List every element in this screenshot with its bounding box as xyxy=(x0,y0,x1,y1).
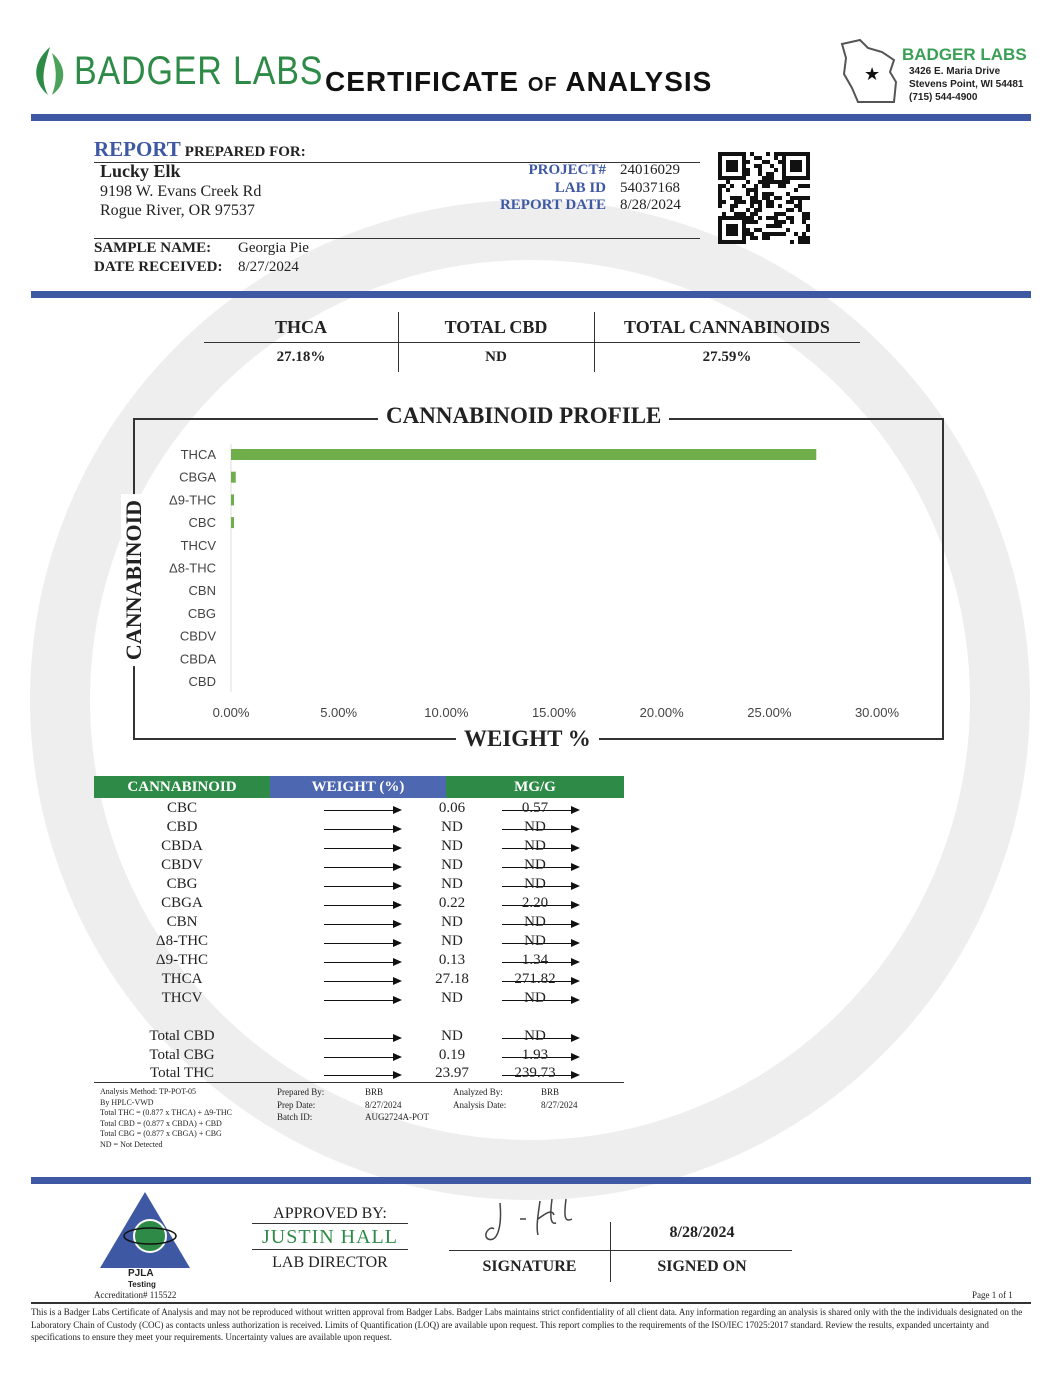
weight-value: 0.13 xyxy=(438,952,466,968)
arrow-icon xyxy=(324,1075,400,1076)
category-label: CBN xyxy=(188,583,216,599)
category-label: CBC xyxy=(188,515,216,531)
header-weight: WEIGHT (%) xyxy=(270,776,446,798)
table-row xyxy=(94,838,624,857)
cannabinoid-name: Δ8-THC xyxy=(155,933,209,949)
prep-date: 8/27/2024 xyxy=(365,1099,402,1110)
header-mgg: MG/G xyxy=(446,776,624,798)
mgg-value: 239.73 xyxy=(514,1065,556,1081)
divider xyxy=(31,114,1031,121)
x-tick-label: 0.00% xyxy=(212,705,250,720)
weight-value: 23.97 xyxy=(435,1065,469,1081)
arrow-icon xyxy=(324,962,400,963)
arrow-icon xyxy=(324,848,400,849)
category-label: CBD xyxy=(188,674,216,689)
table-row xyxy=(94,1047,624,1066)
cannabinoid-name: CBD xyxy=(166,819,198,835)
weight-value: ND xyxy=(441,1028,463,1044)
x-tick-label: 5.00% xyxy=(320,705,358,720)
client-name: Lucky Elk xyxy=(100,161,181,181)
disclaimer: This is a Badger Labs Certificate of Analysis and may not be reproduced without written approval from Badger Labs. Badger Labs maintains strict confidentiality of all client data. Any information regarding an analysis is shared only with the the individuals designated on the Laboratory Chain of Custody (COC) as contacts unless authorization is received. Limits of Quantification (LOQ) are available upon request. This report complies to the requirements of the ISO/IEC 17025:2017 standard. Review the results, expanded uncertainty and specifications to ensure they meet your requirements. Uncertainty values are available upon request. xyxy=(31,1307,1023,1342)
table-bottom-line xyxy=(94,1082,624,1083)
mgg-value: ND xyxy=(524,876,546,892)
table-row xyxy=(94,990,624,1009)
weight-value: ND xyxy=(441,933,463,949)
leaf-badger-icon xyxy=(30,45,70,97)
mgg-value: ND xyxy=(524,1028,546,1044)
cannabinoid-name: CBC xyxy=(166,800,197,816)
category-label: CBG xyxy=(187,605,216,621)
mgg-value: 2.20 xyxy=(521,895,549,911)
client-city: Rogue River, OR 97537 xyxy=(100,202,255,219)
chart-title: CANNABINOID PROFILE xyxy=(378,403,669,429)
category-label: CBDA xyxy=(179,651,216,667)
project-number: 24016029 xyxy=(620,162,680,178)
table-row xyxy=(94,952,624,971)
category-label: THCV xyxy=(180,537,216,553)
table-row xyxy=(94,895,624,914)
cannabinoid-name: CBG xyxy=(166,876,198,892)
mgg-value: 1.93 xyxy=(521,1046,549,1063)
x-tick-label: 15.00% xyxy=(531,705,577,720)
date-received: 8/27/2024 xyxy=(238,259,299,275)
bar-CBC xyxy=(231,517,234,528)
signed-date: 8/28/2024 xyxy=(669,1224,735,1241)
arrow-icon xyxy=(324,1000,400,1001)
mgg-value: ND xyxy=(524,990,546,1006)
table-row xyxy=(94,800,624,819)
mgg-value: 1.34 xyxy=(521,952,549,968)
weight-value: ND xyxy=(441,876,463,892)
x-tick-label: 20.00% xyxy=(639,705,684,720)
arrow-icon xyxy=(324,943,400,944)
total-cbd-summary: ND xyxy=(485,349,507,365)
cannabinoid-name: CBGA xyxy=(161,895,203,911)
category-label: Δ8-THC xyxy=(169,560,216,576)
divider-line xyxy=(94,238,700,239)
cannabinoid-name: CBDA xyxy=(161,838,203,854)
thca-summary: 27.18% xyxy=(276,349,326,365)
x-tick-label: 30.00% xyxy=(854,705,900,720)
bar-CBGA xyxy=(231,472,236,483)
pjla-logo xyxy=(98,1190,192,1270)
cannabinoid-name: CBDV xyxy=(161,857,203,873)
arrow-icon xyxy=(324,981,400,982)
table-row xyxy=(94,1028,624,1047)
bar-THCA xyxy=(231,449,816,460)
mgg-value: 0.57 xyxy=(521,800,549,816)
approver-role: LAB DIRECTOR xyxy=(272,1254,388,1271)
lab-address: 3426 E. Maria Drive Stevens Point, WI 54481 (715) 544-4900 xyxy=(909,66,1024,103)
sample-name: Georgia Pie xyxy=(238,240,309,256)
weight-value: ND xyxy=(441,990,463,1006)
total-cannabinoids-summary: 27.59% xyxy=(702,349,752,365)
svg-text:★: ★ xyxy=(864,64,881,84)
cannabinoid-name: Total THC xyxy=(149,1065,215,1081)
prepared-by: BRB xyxy=(365,1087,384,1097)
divider xyxy=(31,291,1031,298)
table-row xyxy=(94,876,624,895)
chart-ylabel: CANNABINOID xyxy=(121,494,147,666)
summary-table: THCA 27.18% TOTAL CBD ND TOTAL CANNABINOIDS 27.59% xyxy=(204,312,860,372)
cannabinoid-profile-chart xyxy=(150,440,930,730)
chart-xlabel: WEIGHT % xyxy=(456,726,599,752)
x-tick-label: 10.00% xyxy=(424,705,469,720)
analysis-date: 8/27/2024 xyxy=(541,1099,578,1110)
mgg-value: ND xyxy=(524,819,546,835)
cannabinoid-name: CBN xyxy=(166,914,198,930)
weight-value: ND xyxy=(441,914,463,930)
analyzed-by: BRB xyxy=(541,1087,560,1097)
page-number: Page 1 of 1 xyxy=(972,1290,1013,1300)
category-label: Δ9-THC xyxy=(169,492,216,508)
cannabinoid-name: THCV xyxy=(161,990,203,1006)
arrow-icon xyxy=(324,924,400,925)
weight-value: 27.18 xyxy=(435,971,469,987)
signature xyxy=(480,1195,590,1250)
table-row xyxy=(94,933,624,952)
lab-name: BADGER LABS xyxy=(902,45,1027,64)
report-heading: REPORT PREPARED FOR: xyxy=(94,137,700,163)
weight-value: ND xyxy=(441,819,463,835)
arrow-icon xyxy=(324,867,400,868)
table-row xyxy=(94,819,624,838)
accreditation: Accreditation# 115522 xyxy=(94,1290,177,1300)
category-label: CBGA xyxy=(179,469,216,485)
divider xyxy=(31,1177,1031,1184)
table-row xyxy=(94,971,624,990)
badger-labs-logo: BADGER LABS xyxy=(30,45,367,97)
wisconsin-map-icon xyxy=(838,38,902,106)
arrow-icon xyxy=(324,829,400,830)
mgg-value: ND xyxy=(524,838,546,854)
weight-value: 0.06 xyxy=(438,800,466,816)
qr-code[interactable] xyxy=(718,152,810,244)
weight-value: 0.19 xyxy=(438,1046,466,1063)
document-title: CERTIFICATE OF ANALYSIS xyxy=(325,66,713,97)
results-table-header xyxy=(94,776,624,798)
cannabinoid-name: Δ9-THC xyxy=(155,952,209,968)
arrow-icon xyxy=(324,886,400,887)
table-row xyxy=(94,914,624,933)
bar-Δ9-THC xyxy=(231,494,234,505)
cannabinoid-name: Total CBD xyxy=(149,1028,215,1044)
header-cannabinoid: CANNABINOID xyxy=(94,776,270,798)
weight-value: 0.22 xyxy=(438,895,466,911)
mgg-value: ND xyxy=(524,857,546,873)
x-tick-label: 25.00% xyxy=(747,705,792,720)
batch-id: AUG2724A-POT xyxy=(365,1112,429,1122)
analysis-notes: Analysis Method: TP-POT-05 By HPLC-VWD Total THC = (0.877 x THCA) + Δ9-THC Total CBD = (0.877 x CBDA) + CBD Total CBG = (0.877 x CBGA) + CBG ND = Not Detected xyxy=(100,1087,232,1149)
table-row xyxy=(94,857,624,876)
weight-value: ND xyxy=(441,857,463,873)
mgg-value: ND xyxy=(524,914,546,930)
prep-info: Prepared By: Prep Date: Batch ID: xyxy=(277,1087,325,1122)
cannabinoid-name: THCA xyxy=(161,971,203,987)
report-date: 8/28/2024 xyxy=(620,197,681,213)
lab-id: 54037168 xyxy=(620,180,680,196)
client-street: 9198 W. Evans Creek Rd xyxy=(100,183,262,200)
arrow-icon xyxy=(324,1038,400,1039)
weight-value: ND xyxy=(441,838,463,854)
category-label: THCA xyxy=(180,447,216,462)
mgg-value: 271.82 xyxy=(514,971,556,987)
category-label: CBDV xyxy=(179,628,216,644)
certificate-page: BADGER LABS CERTIFICATE OF ANALYSIS ★ BADGER LABS 3426 E. Maria Drive Stevens Point, WI 54481 (715) 544-4900 REPORT PREPARED FOR: Lucky Elk 9198 W. Evans Creek Rd Rogue River, OR 97537 PROJECT# 24016029 LAB ID 54037168 REPORT DATE 8/28/2024 SAMPLE NAME: Georgia Pie DATE RECEIVED: 8/27/2024 THCA 27.18% TOTAL CBD ND TOTAL CANNABINOIDS 27.59% CANNABINOID PROFILE WEIGHT % CANNABINOID THCA CBGA Δ9-THC CBC THCV Δ8-THC CBN CBG CBDV CBDA CBD 0.00% 5.00% 10.00% 15.00% 20.00% 25.00% 30.00% CANNABINOID WEIGHT (%) MG/G CBC 0.06 0.57 CBD ND ND CBDA ND ND CBDV ND ND CBG ND ND CBGA 0.22 2.20 CBN ND ND Δ8-THC ND ND Δ9-THC 0.13 1.34 THCA 27.18 271.82 THCV ND ND Total CBD ND ND Total CBG 0.19 1.93 Total THC 23.97 239.73 Analysis Method: TP-POT-05 By HPLC-VWD Total THC = (0.877 x THCA) + Δ9-THC Total CBD = (0.877 x CBDA) + CBD Total CBG = (0.877 x CBGA) + CBG ND = Not Detected Prepared By: Prep Date: Batch ID: BRB 8/27/2024 AUG2724A-POT Analyzed By: Analysis Date: BRB 8/27/2024 PJLA Testing Accreditation# 115522 APPROVED BY: JUSTIN HALL LAB DIRECTOR 8/28/2024 SIGNATURE SIGNED ON Page 1 of 1 This is a Badger Labs Certificate of Analysis and may not be reproduced without written approval from Badger Labs. Badger Labs maintains strict confidentiality of all client data. Any information regarding an analysis is shared only with the the individuals designated on the Laboratory Chain of Custody (COC) as contacts unless authorization is received. Limits of Quantification (LOQ) are available upon request. This report complies to the requirements of the ISO/IEC 17025:2017 standard. Review the results, expanded uncertainty and specifications to ensure they meet your requirements. Uncertainty values are available upon request. xyxy=(0,0,1062,1375)
approver-name: JUSTIN HALL xyxy=(252,1226,408,1250)
mgg-value: ND xyxy=(524,933,546,949)
arrow-icon xyxy=(324,810,400,811)
cannabinoid-name: Total CBG xyxy=(149,1046,215,1063)
arrow-icon xyxy=(324,905,400,906)
arrow-icon xyxy=(324,1057,400,1058)
